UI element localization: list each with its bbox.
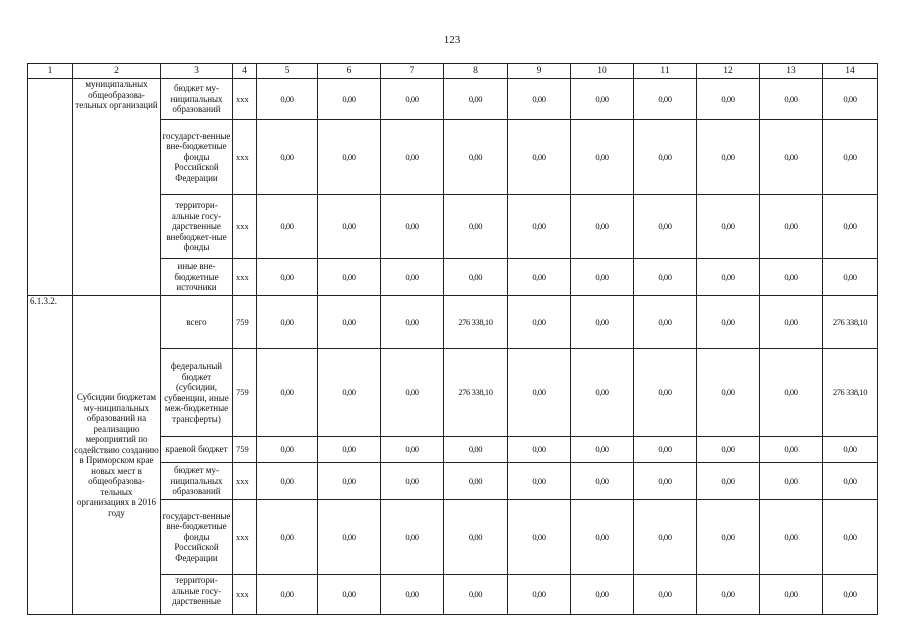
value-cell: 0,00 [508,575,571,615]
value-cell: 0,00 [318,79,381,120]
value-cell: 276 338,10 [823,296,878,349]
value-cell: 0,00 [257,120,318,195]
value-cell: 0,00 [571,349,634,437]
value-cell: 0,00 [444,437,508,463]
value-cell: 276 338,10 [444,349,508,437]
value-cell: 0,00 [697,575,760,615]
value-cell: 0,00 [257,575,318,615]
value-cell: 0,00 [760,575,823,615]
funding-source-cell: территори-альные госу-дарственные [161,575,233,615]
table-row [28,79,878,120]
value-cell: 0,00 [634,500,697,575]
value-cell: 0,00 [634,259,697,296]
code-cell: ххх [233,575,257,615]
value-cell: 0,00 [508,79,571,120]
value-cell: 0,00 [697,349,760,437]
value-cell: 0,00 [444,500,508,575]
value-cell: 0,00 [318,349,381,437]
budget-table [27,63,878,615]
value-cell: 0,00 [318,195,381,259]
value-cell: 0,00 [634,296,697,349]
value-cell: 0,00 [760,500,823,575]
value-cell: 0,00 [508,296,571,349]
value-cell: 0,00 [697,195,760,259]
value-cell: 0,00 [760,79,823,120]
column-header: 2 [73,64,161,79]
value-cell: 0,00 [381,437,444,463]
value-cell: 0,00 [760,120,823,195]
value-cell: 0,00 [257,437,318,463]
value-cell: 0,00 [257,349,318,437]
value-cell: 0,00 [760,437,823,463]
code-cell: ххх [233,500,257,575]
code-cell: 759 [233,437,257,463]
value-cell: 0,00 [823,195,878,259]
column-header: 6 [318,64,381,79]
value-cell: 0,00 [823,259,878,296]
funding-source-cell: бюджет му-ниципальных образований [161,79,233,120]
value-cell: 0,00 [823,437,878,463]
column-header: 1 [28,64,73,79]
column-header: 5 [257,64,318,79]
column-header: 7 [381,64,444,79]
value-cell: 0,00 [571,500,634,575]
value-cell: 0,00 [444,120,508,195]
value-cell: 0,00 [823,500,878,575]
value-cell: 0,00 [634,463,697,500]
value-cell: 0,00 [697,500,760,575]
value-cell: 0,00 [571,296,634,349]
value-cell: 0,00 [571,463,634,500]
value-cell: 0,00 [634,437,697,463]
code-cell: ххх [233,259,257,296]
item-name-cell: муниципальных общеобразова-тельных организаций [73,79,161,296]
value-cell: 0,00 [257,195,318,259]
value-cell: 0,00 [697,79,760,120]
funding-source-cell: государст-венные вне-бюджетные фонды Российской Федерации [161,500,233,575]
value-cell: 0,00 [381,463,444,500]
value-cell: 0,00 [634,79,697,120]
table-row [28,296,878,349]
page-number: 123 [443,34,461,46]
value-cell: 0,00 [508,437,571,463]
value-cell: 0,00 [571,120,634,195]
code-cell: ххх [233,120,257,195]
value-cell: 0,00 [444,79,508,120]
value-cell: 276 338,10 [444,296,508,349]
value-cell: 0,00 [760,259,823,296]
value-cell: 0,00 [508,259,571,296]
value-cell: 0,00 [318,500,381,575]
value-cell: 0,00 [318,575,381,615]
value-cell: 0,00 [634,575,697,615]
value-cell: 0,00 [318,437,381,463]
value-cell: 0,00 [634,195,697,259]
code-cell: 759 [233,349,257,437]
value-cell: 0,00 [444,575,508,615]
value-cell: 0,00 [318,259,381,296]
value-cell: 0,00 [381,500,444,575]
value-cell: 0,00 [760,463,823,500]
value-cell: 0,00 [697,437,760,463]
value-cell: 0,00 [508,500,571,575]
value-cell: 0,00 [823,79,878,120]
column-header: 8 [444,64,508,79]
value-cell: 0,00 [571,195,634,259]
value-cell: 0,00 [318,120,381,195]
value-cell: 276 338,10 [823,349,878,437]
value-cell: 0,00 [508,349,571,437]
value-cell: 0,00 [697,296,760,349]
code-cell: ххх [233,195,257,259]
value-cell: 0,00 [697,120,760,195]
funding-source-cell: федеральный бюджет (субсидии, субвенции, иные меж-бюджетные трансферты) [161,349,233,437]
code-cell: 759 [233,296,257,349]
funding-source-cell: бюджет му-ниципальных образований [161,463,233,500]
value-cell: 0,00 [634,349,697,437]
value-cell: 0,00 [381,120,444,195]
value-cell: 0,00 [697,259,760,296]
value-cell: 0,00 [257,296,318,349]
column-header: 14 [823,64,878,79]
value-cell: 0,00 [823,463,878,500]
value-cell: 0,00 [760,349,823,437]
value-cell: 0,00 [760,296,823,349]
value-cell: 0,00 [634,120,697,195]
value-cell: 0,00 [381,349,444,437]
funding-source-cell: всего [161,296,233,349]
value-cell: 0,00 [318,296,381,349]
column-header: 11 [634,64,697,79]
column-header: 9 [508,64,571,79]
value-cell: 0,00 [381,259,444,296]
funding-source-cell: государст-венные вне-бюджетные фонды Российской Федерации [161,120,233,195]
value-cell: 0,00 [444,259,508,296]
item-number-cell [28,79,73,296]
column-header: 13 [760,64,823,79]
value-cell: 0,00 [381,575,444,615]
value-cell: 0,00 [823,575,878,615]
value-cell: 0,00 [257,259,318,296]
column-number-row [28,64,878,79]
value-cell: 0,00 [508,195,571,259]
value-cell: 0,00 [381,79,444,120]
value-cell: 0,00 [571,79,634,120]
value-cell: 0,00 [571,259,634,296]
value-cell: 0,00 [823,120,878,195]
value-cell: 0,00 [444,195,508,259]
item-number-cell: 6.1.3.2. [28,296,73,615]
code-cell: ххх [233,463,257,500]
column-header: 3 [161,64,233,79]
column-header: 4 [233,64,257,79]
value-cell: 0,00 [381,195,444,259]
column-header: 12 [697,64,760,79]
item-name-cell: Субсидии бюджетам му-ниципальных образований на реализацию мероприятий по содействию созданию в Приморском крае новых мест в общеобразова-тельных организациях в 2016 году [73,296,161,615]
value-cell: 0,00 [257,79,318,120]
value-cell: 0,00 [444,463,508,500]
funding-source-cell: иные вне-бюджетные источники [161,259,233,296]
funding-source-cell: краевой бюджет [161,437,233,463]
value-cell: 0,00 [257,463,318,500]
value-cell: 0,00 [318,463,381,500]
value-cell: 0,00 [257,500,318,575]
funding-source-cell: территори-альные госу-дарственные внебюджет-ные фонды [161,195,233,259]
value-cell: 0,00 [760,195,823,259]
value-cell: 0,00 [571,575,634,615]
code-cell: ххх [233,79,257,120]
column-header: 10 [571,64,634,79]
value-cell: 0,00 [508,120,571,195]
value-cell: 0,00 [508,463,571,500]
value-cell: 0,00 [697,463,760,500]
value-cell: 0,00 [571,437,634,463]
value-cell: 0,00 [381,296,444,349]
